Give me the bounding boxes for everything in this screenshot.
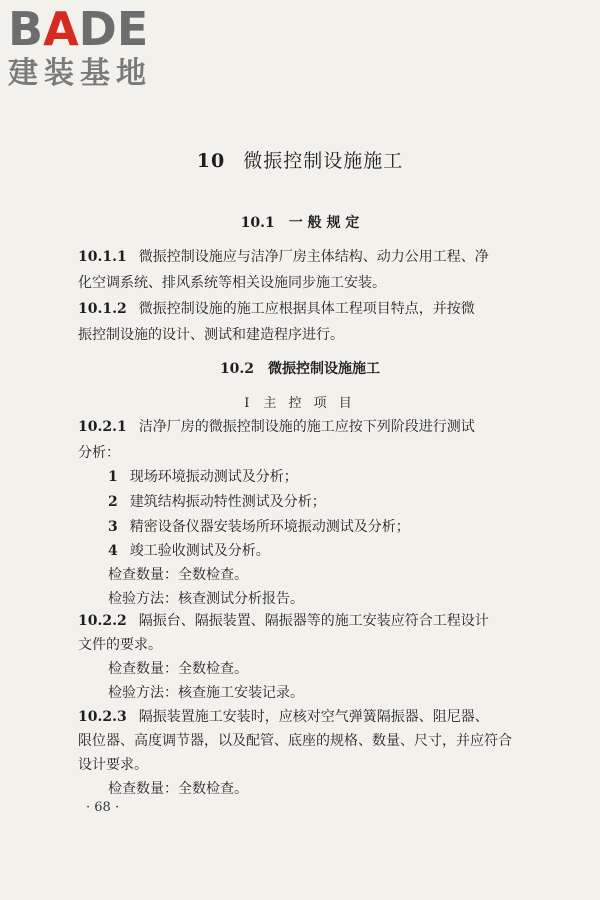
list-item-4: 4 竣工验收测试及分析。 bbox=[108, 543, 270, 559]
logo-brand: BADE bbox=[8, 2, 149, 56]
clause-10-2-3-line-2: 限位器、高度调节器，以及配管、底座的规格、数量、尺寸，并应符合 bbox=[78, 733, 512, 749]
clause-10-2-1-line-2: 分析： bbox=[78, 445, 120, 461]
logo-subtitle: 建装基地 bbox=[8, 56, 152, 91]
chapter-title bbox=[0, 146, 600, 173]
check-method-10-2-1: 检验方法：核查测试分析报告。 bbox=[108, 591, 304, 607]
clause-10-2-3-line-1: 10.2.3 隔振装置施工安装时，应核对空气弹簧隔振器、阻尼器、 bbox=[78, 709, 489, 725]
check-quantity-10-2-3: 检查数量：全数检查。 bbox=[108, 781, 248, 797]
section-title-10-1: 10.1 一 般 规 定 bbox=[240, 215, 360, 231]
clause-10-1-2-line-1: 10.1.2 微振控制设施的施工应根据具体工程项目特点，并按微 bbox=[78, 301, 475, 317]
chapter-name: 微振控制设施施工 bbox=[243, 150, 404, 172]
page-number: · 68 · bbox=[86, 800, 120, 815]
clause-10-1-1-line-1: 10.1.1 微振控制设施应与洁净厂房主体结构、动力公用工程、净 bbox=[78, 249, 489, 265]
check-quantity-10-2-2: 检查数量：全数检查。 bbox=[108, 661, 248, 677]
chapter-number: 10 bbox=[196, 150, 226, 172]
clause-10-2-2-line-1: 10.2.2 隔振台、隔振装置、隔振器等的施工安装应符合工程设计 bbox=[78, 613, 489, 629]
clause-10-2-3-line-3: 设计要求。 bbox=[78, 757, 148, 773]
clause-10-2-1-line-1: 10.2.1 洁净厂房的微振控制设施的施工应按下列阶段进行测试 bbox=[78, 419, 475, 435]
logo-accent-letter: A bbox=[43, 2, 79, 56]
check-quantity-10-2-1: 检查数量：全数检查。 bbox=[108, 567, 248, 583]
clause-10-1-1-line-2: 化空调系统、排风系统等相关设施同步施工安装。 bbox=[78, 275, 386, 291]
clause-10-2-2-line-2: 文件的要求。 bbox=[78, 637, 162, 653]
check-method-10-2-2: 检验方法：核查施工安装记录。 bbox=[108, 685, 304, 701]
list-item-1: 1 现场环境振动测试及分析； bbox=[108, 469, 298, 485]
section-title-10-2: 10.2 微振控制设施施工 bbox=[219, 361, 381, 377]
subsection-title: Ⅰ 主 控 项 目 bbox=[244, 396, 356, 411]
list-item-3: 3 精密设备仪器安装场所环境振动测试及分析； bbox=[108, 519, 410, 535]
clause-10-1-2-line-2: 振控制设施的设计、测试和建造程序进行。 bbox=[78, 327, 344, 343]
list-item-2: 2 建筑结构振动特性测试及分析； bbox=[108, 494, 326, 510]
